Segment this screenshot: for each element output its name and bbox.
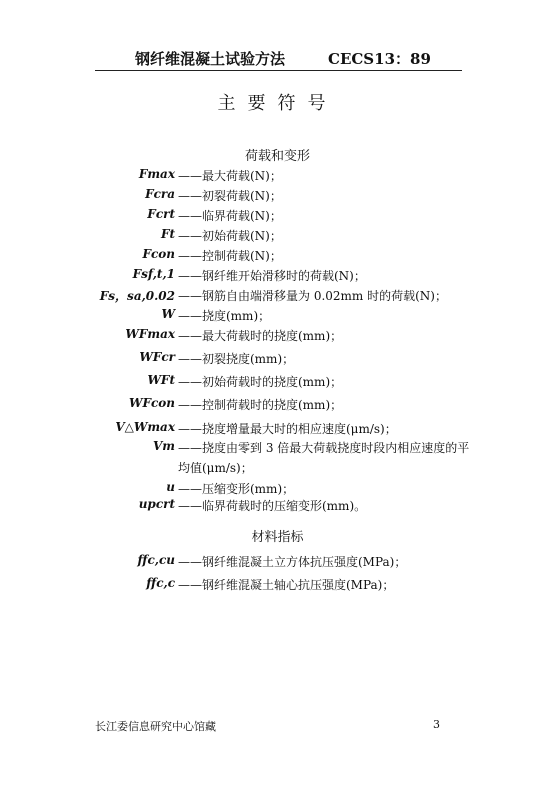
symbol-row (0, 396, 555, 416)
symbol-row (0, 167, 555, 187)
symbol-row (0, 373, 555, 393)
symbol-row (0, 420, 555, 440)
symbol-row (0, 576, 555, 596)
symbol-description: ——初裂挠度(mm)； (178, 352, 295, 366)
symbol-row (0, 439, 555, 475)
symbol: ffc,c (146, 576, 175, 590)
symbol: ffc,cu (137, 553, 175, 567)
symbol-description: ——最大荷载(N)； (178, 169, 282, 183)
symbol-row (0, 247, 555, 267)
symbol: Fs，sa,0.02 (99, 289, 175, 303)
section-heading-material: 材料指标 (251, 530, 304, 545)
symbol: WFcr (139, 350, 175, 364)
page-header (95, 44, 462, 71)
symbol: V△Wmax (115, 420, 175, 434)
footer-page-number: 3 (433, 718, 440, 731)
symbol-description: ——钢纤维混凝土立方体抗压强度(MPa)； (178, 555, 407, 569)
symbol-description: ——压缩变形(mm)； (178, 482, 295, 496)
symbol-row (0, 287, 555, 307)
main-title: 主要符号 (217, 93, 338, 114)
section-heading-load: 荷载和变形 (244, 149, 310, 164)
symbol-description: ——控制荷载(N)； (178, 249, 282, 263)
symbol-row (0, 307, 555, 327)
symbol-row (0, 207, 555, 227)
symbol: Fcra (145, 187, 175, 201)
symbol: WFt (147, 373, 175, 387)
symbol: Fcon (142, 247, 175, 261)
symbol-row (0, 327, 555, 347)
symbol-description: ——临界荷载(N)； (178, 209, 282, 223)
symbol-row (0, 497, 555, 517)
symbol: Ft (160, 227, 175, 241)
symbol: u (166, 480, 175, 494)
symbol-description: ——钢纤维混凝土轴心抗压强度(MPa)； (178, 578, 395, 592)
symbol-description-continued: 均值(μm/s)； (178, 461, 253, 475)
symbol-description: ——初始荷载时的挠度(mm)； (178, 375, 343, 389)
symbol-description: ——最大荷载时的挠度(mm)； (178, 329, 343, 343)
symbol: Fsf,t,1 (132, 267, 175, 281)
symbol: WFcon (128, 396, 175, 410)
symbol: WFmax (125, 327, 175, 341)
symbol: Vm (152, 439, 175, 453)
symbol: upcrt (138, 497, 175, 511)
header-code: CECS13：89 (328, 50, 431, 68)
symbol-description: ——挠度增量最大时的相应速度(μm/s)； (178, 422, 397, 436)
symbol-description: ——钢纤维开始滑移时的荷载(N)； (178, 269, 366, 283)
symbol-row (0, 227, 555, 247)
symbol-row (0, 350, 555, 370)
symbol-description: ——钢筋自由端滑移量为 0.02mm 时的荷载(N)； (178, 289, 447, 303)
symbol-row (0, 187, 555, 207)
symbol: Fcrt (147, 207, 175, 221)
symbol-description: ——初始荷载(N)； (178, 229, 282, 243)
symbol-row (0, 553, 555, 573)
symbol: W (161, 307, 175, 321)
header-title: 钢纤维混凝土试验方法 (135, 50, 286, 68)
symbol-description: ——初裂荷载(N)； (178, 189, 282, 203)
symbol-description: ——挠度由零到 3 倍最大荷载挠度时段内相应速度的平 (178, 441, 470, 455)
symbol: Fmax (138, 167, 175, 181)
symbol-description: ——控制荷载时的挠度(mm)； (178, 398, 343, 412)
symbol-description: ——临界荷载时的压缩变形(mm)。 (178, 499, 367, 513)
symbol-row (0, 267, 555, 287)
footer-source: 长江委信息研究中心馆藏 (95, 720, 216, 733)
symbol-description: ——挠度(mm)； (178, 309, 271, 323)
